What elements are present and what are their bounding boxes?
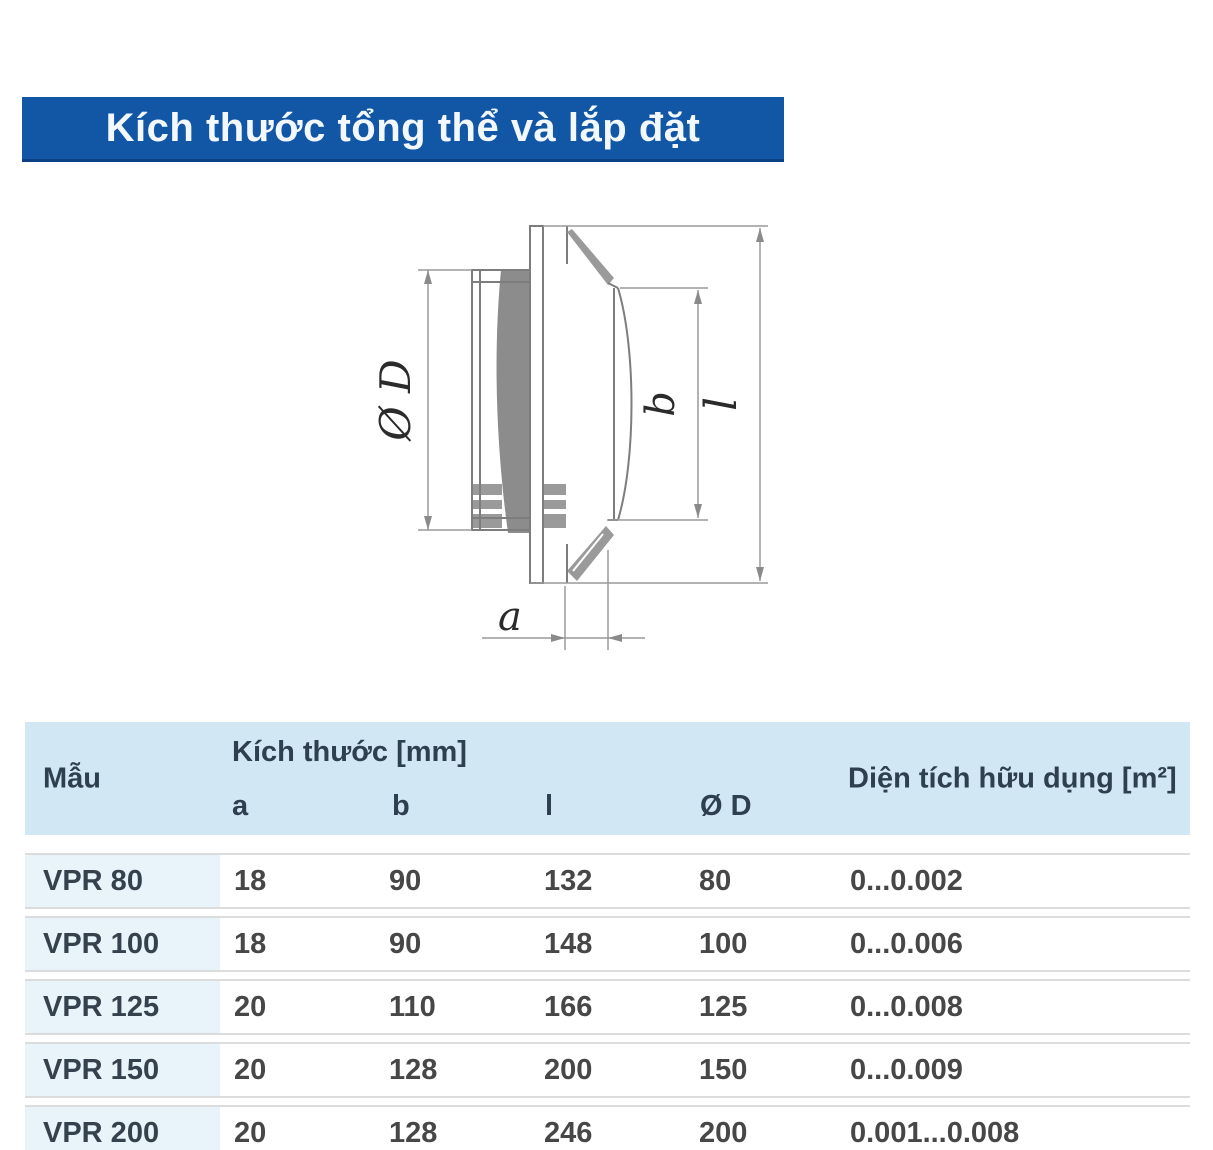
dome-outline [567,226,632,583]
cell-model: VPR 125 [25,981,220,1033]
cell-diameter: 150 [699,1053,748,1086]
col-header-b: b [392,790,410,822]
col-header-l: l [545,790,554,822]
cell-model: VPR 150 [25,1044,220,1096]
section-title-bar [22,97,784,162]
cell-model: VPR 80 [25,855,220,907]
product-dimension-diagram [330,188,850,693]
cell-area: 0...0.002 [850,864,963,897]
dimension-lines [418,226,768,650]
dimension-diagram-container [330,188,850,693]
cell-l: 148 [544,927,593,960]
dim-label-a: a [498,594,522,640]
cell-a: 20 [234,990,267,1023]
cell-diameter: 200 [699,1116,748,1149]
mounting-plate [530,226,543,583]
cell-b: 90 [389,864,422,897]
cell-area: 0...0.008 [850,990,963,1023]
cell-b: 90 [389,927,422,960]
table-row [25,1042,1190,1098]
cell-l: 166 [544,990,593,1023]
table-row [25,1105,1190,1150]
cell-diameter: 80 [699,864,732,897]
col-header-diameter: Ø D [700,790,752,822]
dim-label-b: b [638,391,684,417]
cell-a: 20 [234,1116,267,1149]
cell-l: 132 [544,864,593,897]
col-header-area: Diện tích hữu dụng [m²] [848,762,1177,794]
col-group-dimensions: Kích thước [mm] [232,736,467,768]
cell-b: 128 [389,1053,438,1086]
cell-area: 0.001...0.008 [850,1116,1020,1149]
cell-a: 18 [234,864,267,897]
cell-diameter: 125 [699,990,748,1023]
col-header-model: Mẫu [43,762,101,794]
dimension-arrows [424,228,764,642]
dim-label-diameter: Ø D [371,359,420,441]
cell-l: 246 [544,1116,593,1149]
table-header [25,722,1190,835]
table-row [25,916,1190,972]
dim-label-l: l [696,396,747,412]
cell-a: 20 [234,1053,267,1086]
cell-model: VPR 200 [25,1107,220,1150]
col-header-a: a [232,790,249,822]
cell-a: 18 [234,927,267,960]
section-title: Kích thước tổng thể và lắp đặt [105,105,701,150]
cell-area: 0...0.006 [850,927,963,960]
table-row [25,979,1190,1035]
header-gap [25,835,1190,846]
cell-b: 128 [389,1116,438,1149]
cell-model: VPR 100 [25,918,220,970]
cell-b: 110 [389,990,436,1023]
cell-l: 200 [544,1053,593,1086]
cell-diameter: 100 [699,927,748,960]
dimensions-table [25,722,1190,1150]
table-row [25,853,1190,909]
cell-area: 0...0.009 [850,1053,963,1086]
